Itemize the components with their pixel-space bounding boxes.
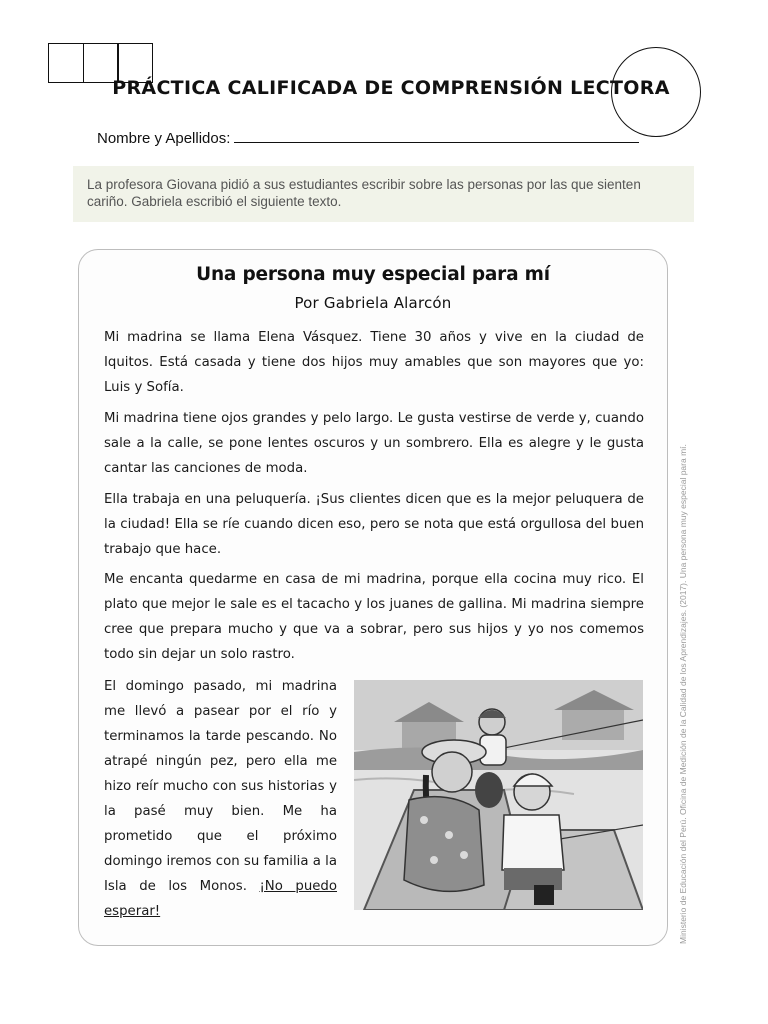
intro-text: La profesora Giovana pidió a sus estudiantes escribir sobre las personas por las que sienten cariño. Gabriela escribió el siguiente texto. (87, 177, 641, 209)
story-closing-exclamation: ¡No puedo esperar! (104, 879, 338, 919)
name-label: Nombre y Apellidos: (97, 130, 231, 147)
fishing-illustration (354, 680, 643, 910)
story-paragraph-5-text: El domingo pasado, mi madrina me llevó a pasear por el río y terminamos la tarde pescando. No atrapé ningún pez, pero ella me hizo reír mucho con sus historias y la pasé muy bien. Me ha prometido que el próximo domingo iremos con su familia a la Isla de los Monos. (104, 679, 337, 894)
story-paragraph-5 (104, 674, 337, 924)
story-paragraph-2: Mi madrina tiene ojos grandes y pelo largo. Le gusta vestirse de verde y, cuando sale a la calle, se pone lentes oscuros y un sombrero. Ella es alegre y le gusta cantar las canciones de moda. (104, 411, 644, 476)
page-title: PRÁCTICA CALIFICADA DE COMPRENSIÓN LECTORA (112, 77, 670, 99)
name-field[interactable] (97, 129, 639, 147)
story-paragraph-3: Ella trabaja en una peluquería. ¡Sus clientes dicen que es la mejor peluquera de la ciudad! Ella se ríe cuando dicen eso, pero se nota que está orgullosa del buen trabajo que hace. (104, 492, 644, 557)
story-title: Una persona muy especial para mí (196, 264, 550, 285)
intro-box (73, 166, 694, 222)
story-author: Por Gabriela Alarcón (294, 294, 452, 312)
source-credit: Ministerio de Educación del Perú. Oficina de Medición de la Calidad de los Aprendizajes. (2017). Una persona muy especial para mí. (678, 444, 688, 944)
name-blank-line[interactable] (234, 129, 639, 143)
story-paragraph-1: Mi madrina se llama Elena Vásquez. Tiene 30 años y vive en la ciudad de Iquitos. Está casada y tiene dos hijos muy amables que son mayores que yo: Luis y Sofía. (104, 330, 644, 395)
story-paragraph-4: Me encanta quedarme en casa de mi madrina, porque ella cocina muy rico. El plato que mejor le sale es el tacacho y los juanes de gallina. Mi madrina siempre cree que prepara mucho y que va a sobrar, pero sus hijos y yo nos comemos todo sin dejar un solo rastro. (104, 572, 644, 662)
